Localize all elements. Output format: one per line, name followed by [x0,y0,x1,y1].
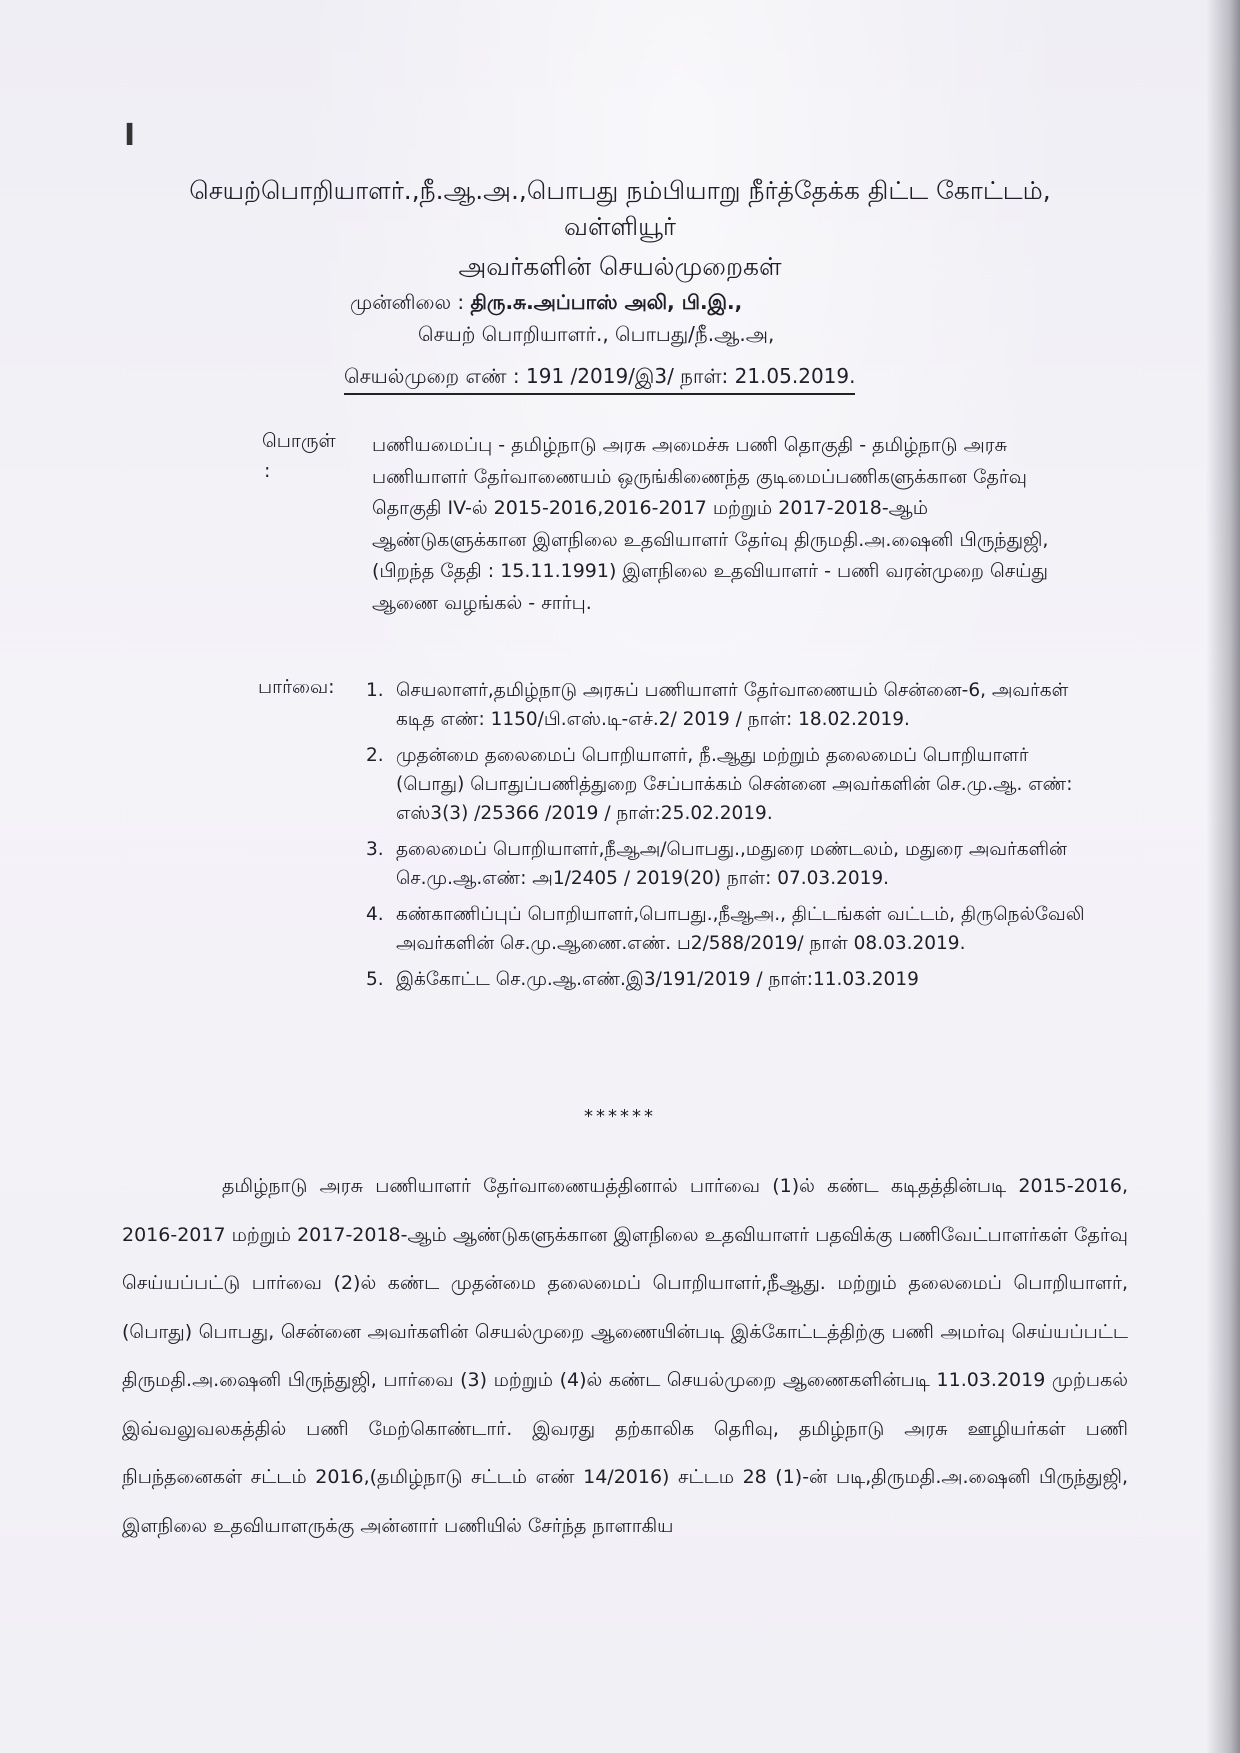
reference-item [366,835,1086,893]
reference-number: 1. [366,680,384,701]
reference-text: முதன்மை தலைமைப் பொறியாளர், நீ.ஆது மற்றும் தலைமைப் பொறியாளர் (பொது) பொதுப்பணித்துறை சேப்பாக்கம் சென்னை அவர்களின் செ.மு.ஆ. எண்: எஸ்3(3) /25366 /2019 / நாள்:25.02.2019. [396,745,1073,824]
presence-label: முன்னிலை : [350,290,465,314]
office-place: வள்ளியூர் [564,212,676,241]
body-paragraph: தமிழ்நாடு அரசு பணியாளர் தேர்வாணையத்தினால் பார்வை (1)ல் கண்ட கடிதத்தின்படி 2015-2016, 2016-2017 மற்றும் 2017-2018-ஆம் ஆண்டுகளுக்கான இளநிலை உதவியாளர் பதவிக்கு பணிவேட்பாளர்கள் தேர்வு செய்யப்பட்டு பார்வை (2)ல் கண்ட முதன்மை தலைமைப் பொறியாளர்,நீஆது. மற்றும் தலைமைப் பொறியாளர், (பொது) பொபது, சென்னை அவர்களின் செயல்முறை ஆணையின்படி இக்கோட்டத்திற்கு பணி அமர்வு செய்யப்பட்ட திருமதி.அ.ஷைனி பிருந்துஜி, பார்வை (3) மற்றும் (4)ல் கண்ட செயல்முறை ஆணைகளின்படி 11.03.2019 முற்பகல் இவ்வலுவலகத்தில் பணி மேற்கொண்டார். இவரது தற்காலிக தெரிவு, தமிழ்நாடு அரசு ஊழியர்கள் பணி நிபந்தனைகள் சட்டம் 2016,(தமிழ்நாடு சட்டம் எண் 14/2016) சட்டம 28 (1)-ன் படி,திருமதி.அ.ஷைனி பிருந்துஜி, இளநிலை உதவியாளருக்கு அன்னார் பணியில் சேர்ந்த நாளாகிய [122,1175,1128,1537]
reference-item [366,900,1086,958]
reference-item [366,676,1086,734]
reference-number: 3. [366,839,384,860]
section-separator: ****** [584,1106,656,1127]
office-title: செயற்பொறியாளர்.,நீ.ஆ.அ.,பொபது நம்பியாறு நீர்த்தேக்க திட்ட கோட்டம், [189,176,1051,205]
reference-number: 5. [366,969,384,990]
subject-text: பணியமைப்பு - தமிழ்நாடு அரசு அமைச்சு பணி தொகுதி - தமிழ்நாடு அரசு பணியாளர் தேர்வாணையம் ஒருங்கிணைந்த குடிமைப்பணிகளுக்கான தேர்வு தொகுதி IV-ல் 2015-2016,2016-2017 மற்றும் 2017-2018-ஆம் ஆண்டுகளுக்கான இளநிலை உதவியாளர் தேர்வு திருமதி.அ.ஷைனி பிருந்துஜி, (பிறந்த தேதி : 15.11.1991) இளநிலை உதவியாளர் - பணி வரன்முறை செய்து ஆணை வழங்கல் - சார்பு. [372,434,1049,614]
subject-label: பொருள் [262,430,336,452]
references-label: பார்வை: [258,676,335,698]
reference-text: கண்காணிப்புப் பொறியாளர்,பொபது.,நீஆஅ., திட்டங்கள் வட்டம், திருநெல்வேலி அவர்களின் செ.மு.ஆணை.எண். ப2/588/2019/ நாள் 08.03.2019. [396,904,1085,954]
subject-colon: : [264,460,271,482]
reference-item [366,965,1086,994]
page-mark: I [124,118,136,153]
presence-line [350,290,742,317]
proceedings-heading: அவர்களின் செயல்முறைகள் [458,252,782,281]
reference-text: செயலாளர்,தமிழ்நாடு அரசுப் பணியாளர் தேர்வாணையம் சென்னை-6, அவர்கள் கடித எண்: 1150/பி.எஸ்.டி-எச்.2/ 2019 / நாள்: 18.02.2019. [396,680,1069,730]
references-list [366,676,1086,1001]
proceeding-number: செயல்முறை எண் : 191 /2019/இ3/ நாள்: 21.05.2019. [344,364,855,395]
presence-name: திரு.சு.அப்பாஸ் அலி, பி.இ., [470,290,743,314]
presence-designation: செயற் பொறியாளர்., பொபது/நீ.ஆ.அ, [418,322,775,346]
reference-text: இக்கோட்ட செ.மு.ஆ.எண்.இ3/191/2019 / நாள்:11.03.2019 [396,969,919,990]
reference-text: தலைமைப் பொறியாளர்,நீஆஅ/பொபது.,மதுரை மண்டலம், மதுரை அவர்களின் செ.மு.ஆ.எண்: அ1/2405 / 2019(20) நாள்: 07.03.2019. [396,839,1067,889]
reference-number: 4. [366,904,384,925]
reference-number: 2. [366,745,384,766]
reference-item [366,741,1086,828]
